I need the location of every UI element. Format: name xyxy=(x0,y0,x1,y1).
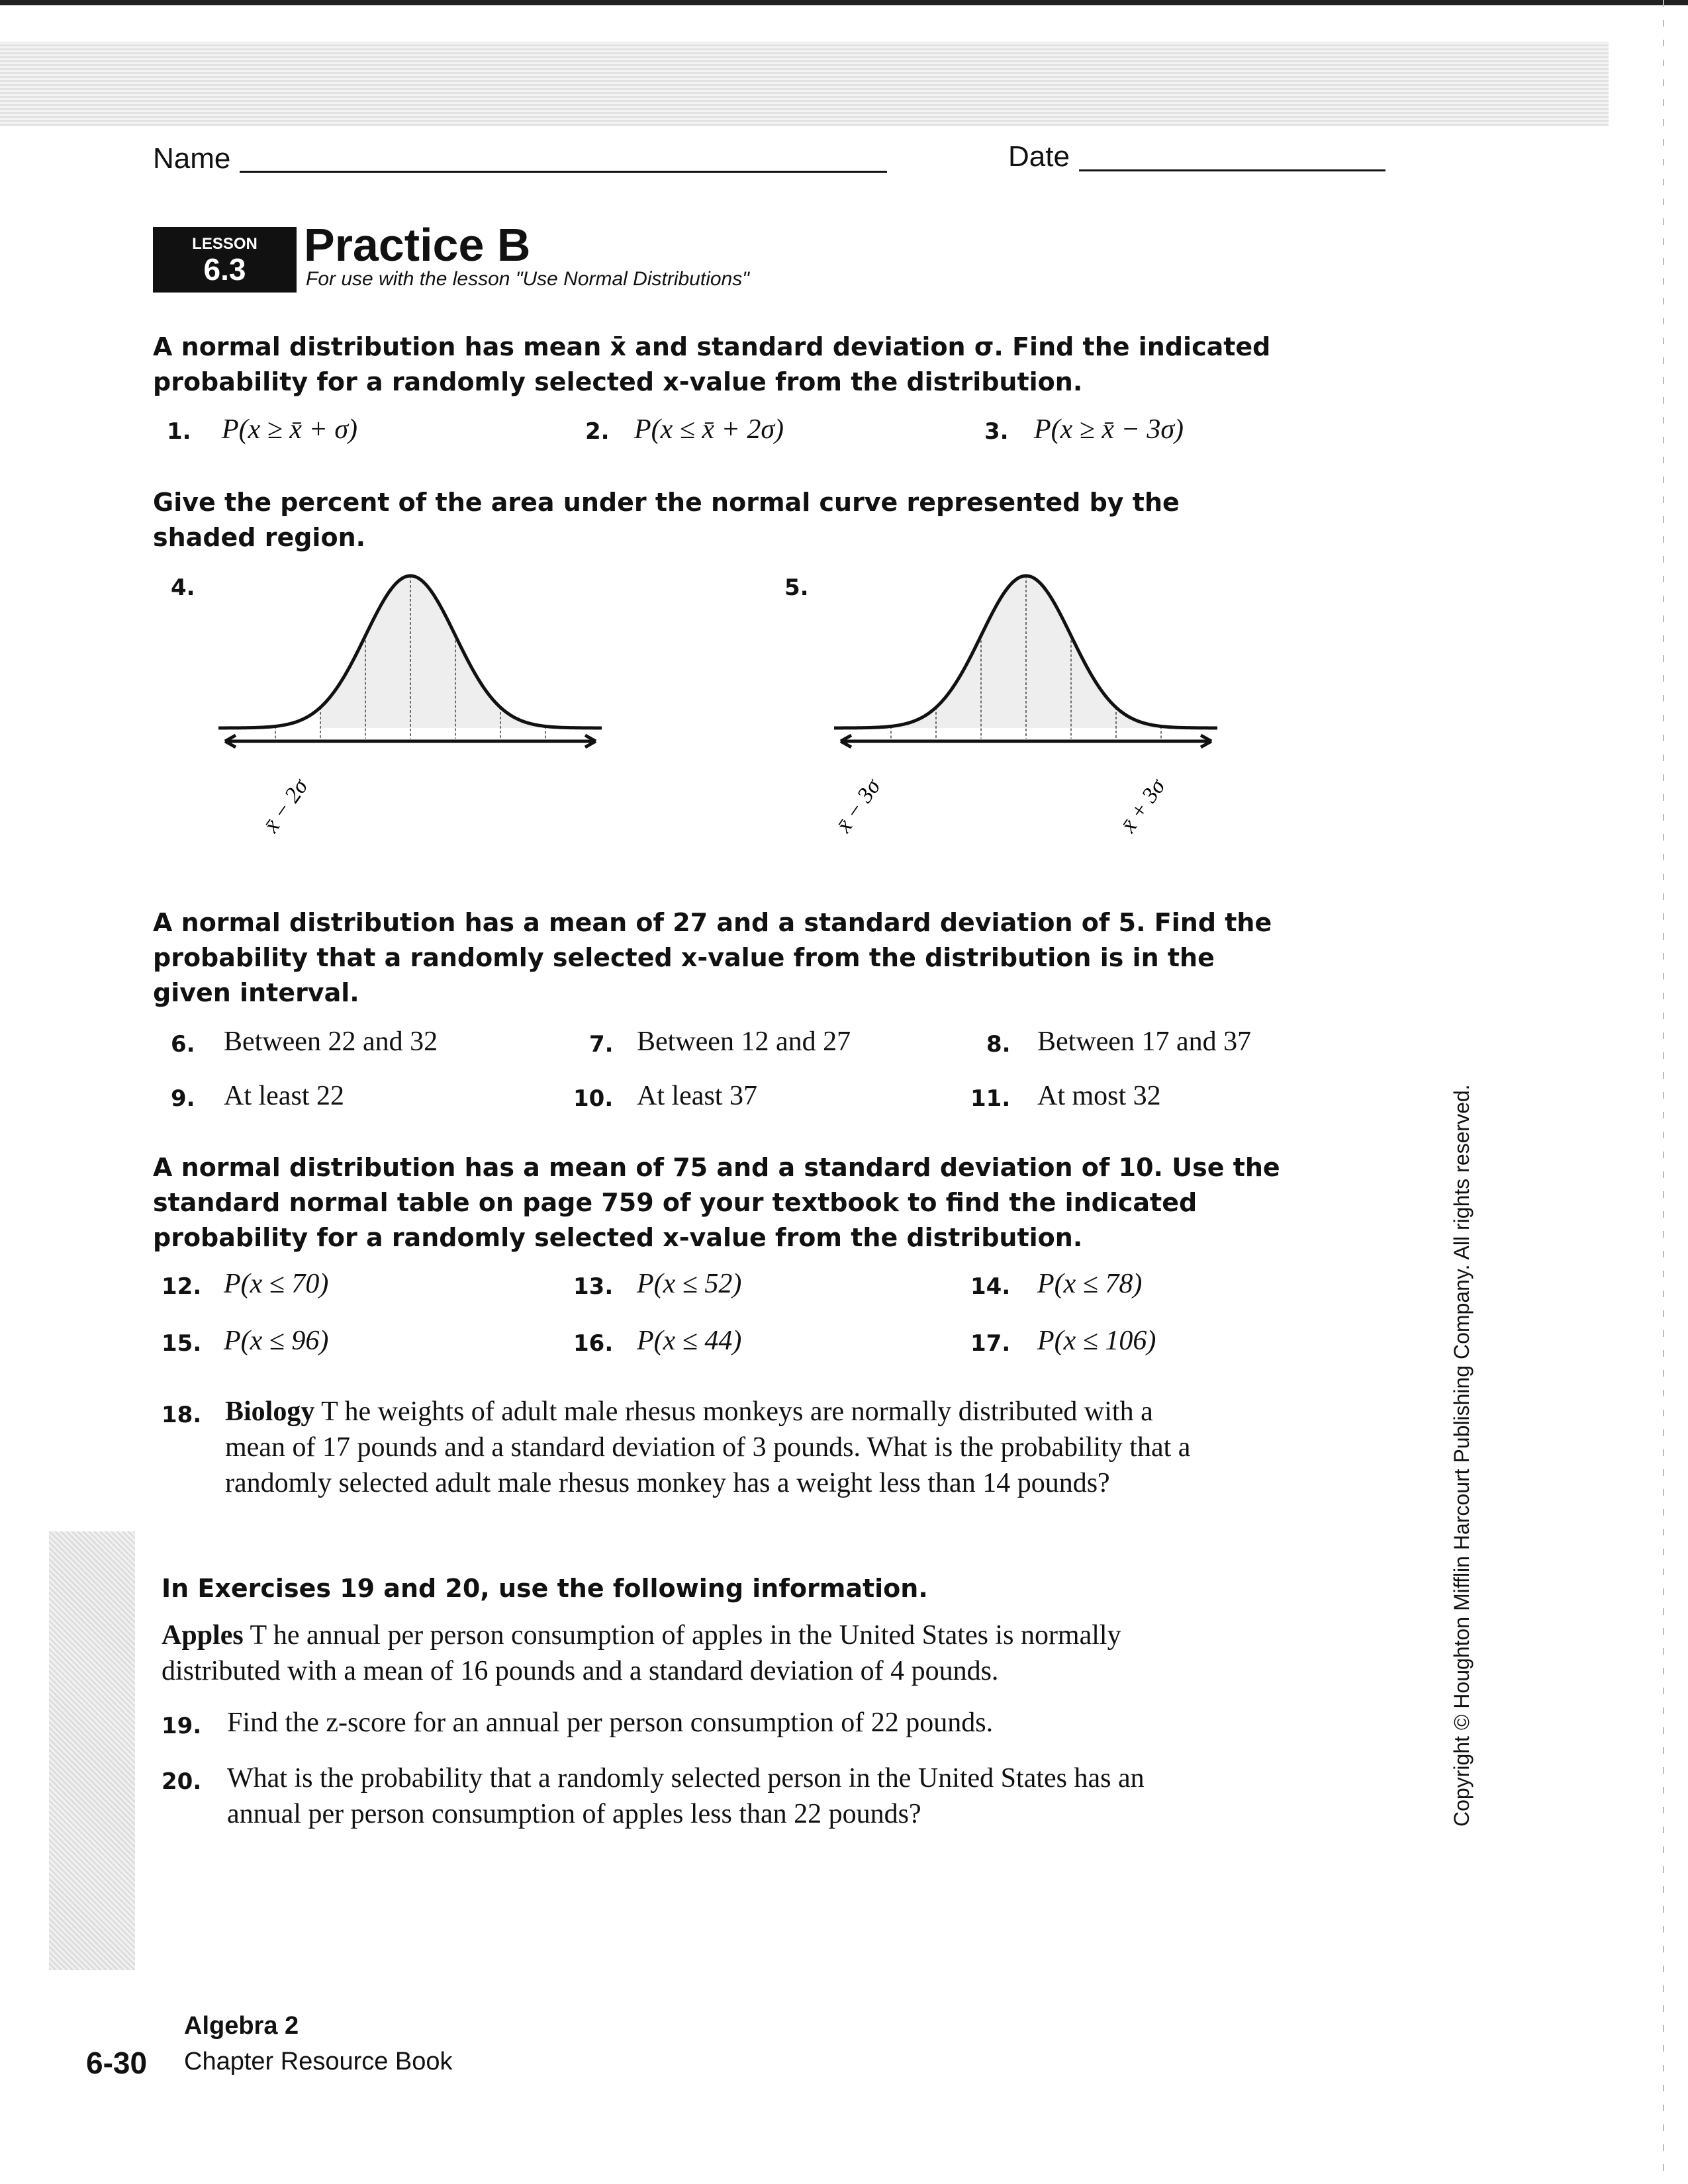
page-edge xyxy=(1663,0,1664,2184)
item-number: 11. xyxy=(970,1085,1011,1112)
lesson-badge xyxy=(153,227,297,293)
item-text: P(x ≤ x̄ + 2σ) xyxy=(634,414,784,445)
axis-arrow xyxy=(225,735,596,747)
problem-body: T he weights of adult male rhesus monkeys are normally distributed with a mean of 17 pounds and a standard deviation of 3 pounds. What is the probability that a randomly selected adult male rhesus monkey has a weight less than 14 pounds? xyxy=(225,1396,1191,1498)
item-text: P(x ≤ 78) xyxy=(1037,1269,1143,1299)
lesson-number: 6.3 xyxy=(203,252,246,287)
top-border xyxy=(0,0,1688,5)
problem-topic: Biology xyxy=(225,1396,315,1427)
item-number: 15. xyxy=(162,1330,202,1357)
item-text: P(x ≥ x̄ − 3σ) xyxy=(1034,414,1184,445)
section4-instructions: A normal distribution has a mean of 75 and a standard deviation of 10. Use the standard normal table on page 759 of your textbook to find the indicated probability for a randomly selected x-value from the distribution. xyxy=(153,1153,1280,1252)
item-number: 8. xyxy=(986,1031,1011,1058)
margin-shading xyxy=(49,1531,135,1970)
item-number: 19. xyxy=(162,1713,202,1739)
curve-label: x̄ + 3σ xyxy=(1116,774,1170,837)
item-number: 2. xyxy=(585,418,610,445)
axis-arrow xyxy=(841,735,1211,747)
item-text: At most 32 xyxy=(1037,1081,1161,1111)
item-number: 5. xyxy=(784,574,809,601)
item-number: 1. xyxy=(167,418,191,445)
item-text: Between 22 and 32 xyxy=(224,1026,438,1057)
item-text: Between 17 and 37 xyxy=(1037,1026,1252,1057)
section2-instructions: Give the percent of the area under the normal curve represented by the shaded region. xyxy=(153,488,1180,552)
item-number: 10. xyxy=(573,1085,614,1112)
item-text: P(x ≤ 44) xyxy=(637,1326,742,1356)
section5-instructions: In Exercises 19 and 20, use the following information. xyxy=(162,1574,928,1603)
item-number: 4. xyxy=(171,574,195,601)
footer-subtitle: Chapter Resource Book xyxy=(184,2048,453,2075)
item-number: 13. xyxy=(573,1273,614,1300)
context-body: T he annual per person consumption of apples in the United States is normally distributed with a mean of 16 pounds and a standard deviation of 4 pounds. xyxy=(162,1620,1121,1686)
normal-curve-4 xyxy=(212,563,622,841)
section1-instructions: A normal distribution has mean x̄ and standard deviation σ. Find the indicated probability for a randomly selected x-value from the distribution. xyxy=(153,332,1271,396)
item-text: Between 12 and 27 xyxy=(637,1026,851,1057)
curve-label: x̄ − 3σ xyxy=(831,774,886,837)
item-number: 14. xyxy=(970,1273,1011,1300)
item-number: 16. xyxy=(573,1330,614,1357)
item-number: 12. xyxy=(162,1273,202,1300)
item-text: P(x ≤ 70) xyxy=(224,1269,329,1299)
item-text: P(x ≥ x̄ + σ) xyxy=(222,414,358,445)
lesson-badge-label: LESSON xyxy=(192,235,258,253)
page-subtitle: For use with the lesson "Use Normal Distributions" xyxy=(306,268,749,290)
curve-label: x̄ − 2σ xyxy=(259,774,313,837)
page-title: Practice B xyxy=(304,219,531,271)
item-text: P(x ≤ 52) xyxy=(637,1269,742,1299)
date-field[interactable] xyxy=(1079,169,1385,171)
item-number: 7. xyxy=(589,1031,614,1058)
item-text: What is the probability that a randomly selected person in the United States has an annual per person consumption of apples less than 22 pounds? xyxy=(227,1763,1145,1829)
header-banner xyxy=(0,42,1609,126)
item-text: At least 22 xyxy=(224,1081,344,1111)
item-number: 6. xyxy=(171,1031,195,1058)
copyright-notice: Copyright © Houghton Mifflin Harcourt Publishing Company. All rights reserved. xyxy=(1450,1084,1474,1827)
item-text: P(x ≤ 106) xyxy=(1037,1326,1156,1356)
item-text: P(x ≤ 96) xyxy=(224,1326,329,1356)
name-label: Name xyxy=(153,142,231,175)
footer-page-number: 6-30 xyxy=(86,2046,148,2080)
item-text: Find the z-score for an annual per person consumption of 22 pounds. xyxy=(227,1707,994,1738)
item-number: 18. xyxy=(162,1402,202,1428)
item-number: 3. xyxy=(984,418,1009,445)
name-field[interactable] xyxy=(240,171,887,173)
item-number: 9. xyxy=(171,1085,195,1112)
problem-18-text xyxy=(225,1394,1218,1501)
item-number: 20. xyxy=(162,1768,202,1795)
footer-book: Algebra 2 xyxy=(184,2012,299,2040)
item-number: 17. xyxy=(970,1330,1011,1357)
apples-context xyxy=(162,1617,1194,1689)
date-label: Date xyxy=(1008,140,1070,173)
normal-curve-5 xyxy=(827,563,1238,841)
item-text: At least 37 xyxy=(637,1081,757,1111)
context-topic: Apples xyxy=(162,1620,244,1651)
section3-instructions: A normal distribution has a mean of 27 and a standard deviation of 5. Find the probability that a randomly selected x-value from the distribution is in the given interval. xyxy=(153,908,1272,1007)
